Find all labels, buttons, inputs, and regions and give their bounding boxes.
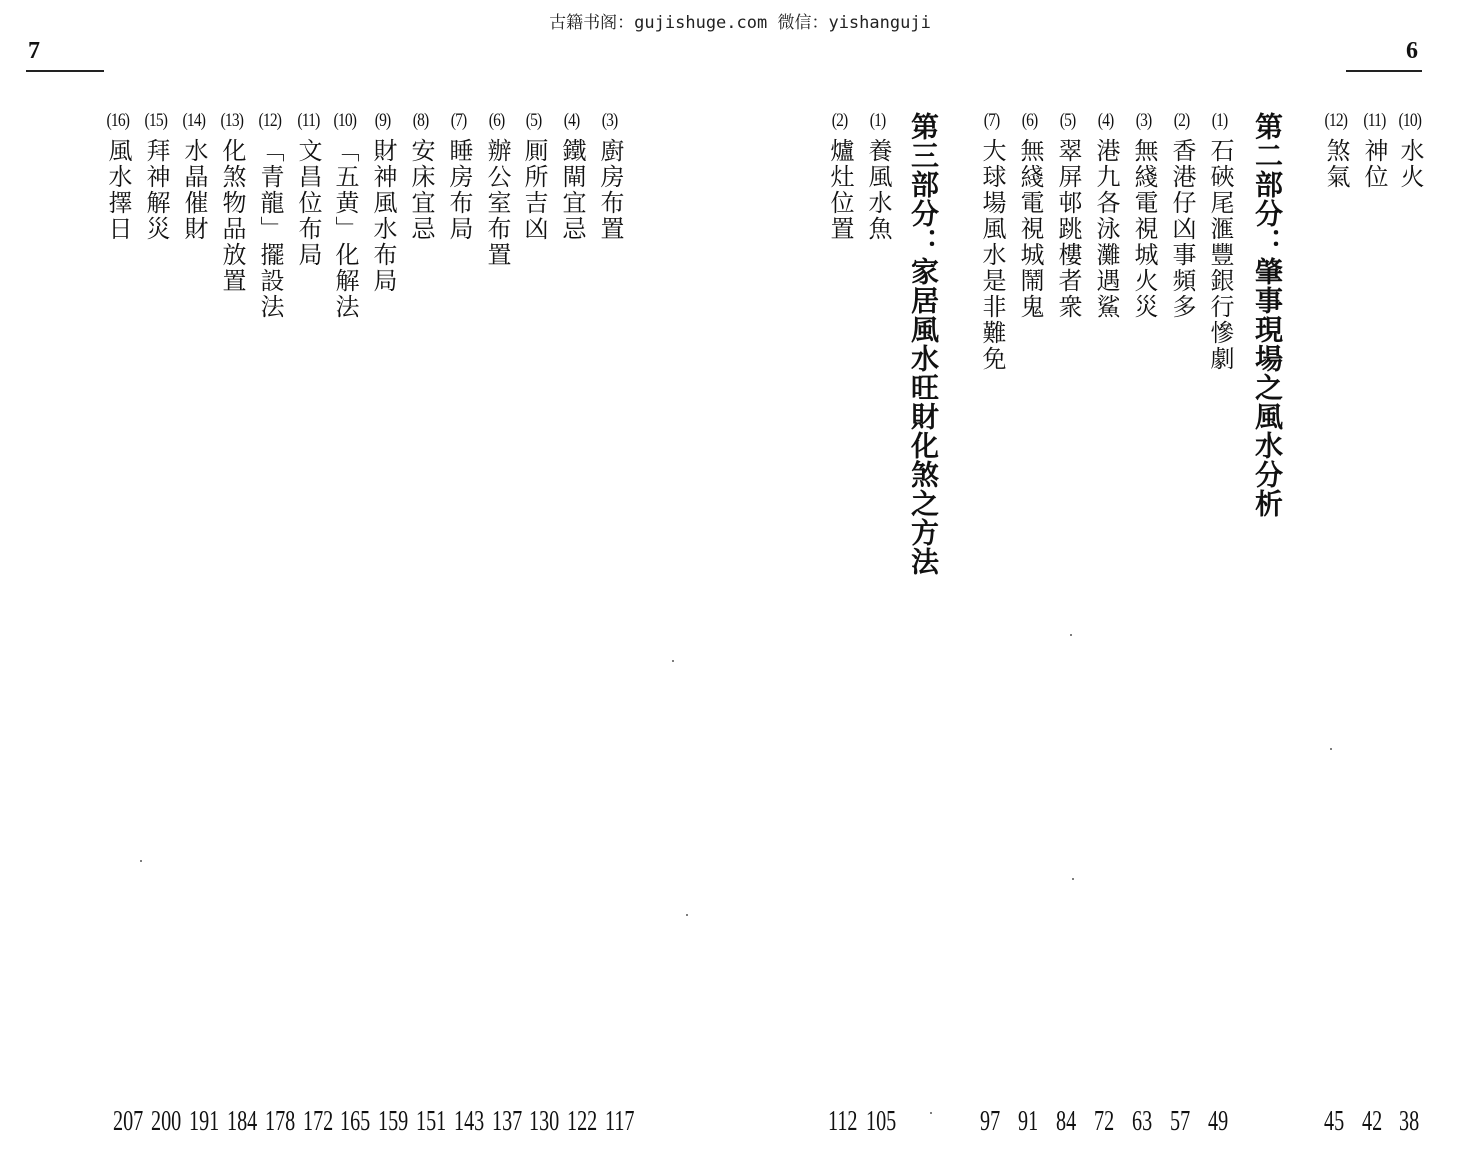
- page-ref: 172: [303, 1106, 334, 1137]
- page-ref: 49: [1208, 1106, 1229, 1137]
- entry-number: (4): [564, 110, 580, 131]
- entry-title: 香港仔凶事頻多: [1168, 138, 1196, 320]
- toc-entry: [858, 110, 898, 242]
- toc-entry: [1124, 110, 1164, 320]
- page-ref: 178: [265, 1106, 296, 1137]
- toc-entry: [590, 110, 630, 242]
- entry-title: 翠屏邨跳樓者衆: [1054, 138, 1082, 320]
- scan-speck: [1330, 748, 1332, 750]
- entry-number: (12): [1324, 110, 1348, 131]
- entry-number: (8): [413, 110, 429, 131]
- entry-number: (2): [832, 110, 848, 131]
- toc-entry: [1354, 110, 1394, 190]
- toc-entry: [1200, 110, 1240, 372]
- left-page-number: 7: [28, 38, 40, 64]
- toc-entry: [1316, 110, 1356, 190]
- entry-title: 鐵閘宜忌: [558, 138, 586, 242]
- entry-number: (15): [144, 110, 168, 131]
- entry-number: (7): [984, 110, 1000, 131]
- entry-title: 辦公室布置: [483, 138, 511, 268]
- entry-number: (9): [375, 110, 391, 131]
- entry-number: (12): [258, 110, 282, 131]
- entry-title: 「五黄」化解法: [331, 138, 359, 320]
- page-ref: 130: [529, 1106, 560, 1137]
- entry-number: (3): [602, 110, 618, 131]
- entry-title: 廚房布置: [596, 138, 624, 242]
- entry-number: (5): [526, 110, 542, 131]
- page-ref: 57: [1170, 1106, 1191, 1137]
- entry-title: 煞氣: [1322, 138, 1350, 190]
- part2-heading: 第二部分：肇事現場之風水分析: [1251, 112, 1284, 518]
- toc-entry: [1390, 110, 1430, 190]
- toc-entry: [174, 110, 214, 242]
- entry-number: (2): [1174, 110, 1190, 131]
- toc-entry: [514, 110, 554, 242]
- right-header-rule: [1346, 70, 1422, 72]
- entry-title: 水火: [1396, 138, 1424, 190]
- toc-entry: [1010, 110, 1050, 320]
- left-header-rule: [26, 70, 104, 72]
- entry-number: (1): [870, 110, 886, 131]
- toc-entry: [1048, 110, 1088, 320]
- entry-number: (11): [296, 110, 320, 131]
- scan-speck: [930, 1112, 932, 1114]
- entry-number: (13): [220, 110, 244, 131]
- toc-entry: [250, 110, 290, 320]
- entry-title: 石硤尾滙豐銀行慘劇: [1206, 138, 1234, 372]
- toc-entry: [1086, 110, 1126, 320]
- toc-entry: [212, 110, 252, 294]
- page-ref: 143: [454, 1106, 485, 1137]
- entry-title: 爐灶位置: [826, 138, 854, 242]
- page-ref: 112: [828, 1106, 858, 1137]
- toc-entry: [325, 110, 365, 320]
- page-ref: 122: [567, 1106, 598, 1137]
- page-ref: 184: [227, 1106, 258, 1137]
- toc-entry: [98, 110, 138, 242]
- toc-entry: [401, 110, 441, 242]
- page-ref: 105: [866, 1106, 897, 1137]
- entry-title: 安床宜忌: [407, 138, 435, 242]
- page-ref: 165: [340, 1106, 371, 1137]
- entry-number: (1): [1212, 110, 1228, 131]
- page-ref: 72: [1094, 1106, 1115, 1137]
- scan-speck: [1070, 634, 1072, 636]
- page-ref: 42: [1362, 1106, 1383, 1137]
- entry-title: 化煞物品放置: [218, 138, 246, 294]
- scan-speck: [1072, 878, 1074, 880]
- toc-entry: [477, 110, 517, 268]
- entry-number: (6): [1022, 110, 1038, 131]
- page-ref: 91: [1018, 1106, 1039, 1137]
- part3-heading: 第三部分：家居風水旺財化煞之方法: [907, 112, 940, 576]
- page-ref: 45: [1324, 1106, 1345, 1137]
- entry-title: 養風水魚: [864, 138, 892, 242]
- entry-number: (14): [182, 110, 206, 131]
- entry-number: (7): [451, 110, 467, 131]
- entry-title: 港九各泳灘遇鯊: [1092, 138, 1120, 320]
- toc-entry: [552, 110, 592, 242]
- entry-title: 睡房布局: [445, 138, 473, 242]
- toc-entry: [136, 110, 176, 242]
- page-ref: 200: [151, 1106, 182, 1137]
- entry-title: 拜神解災: [142, 138, 170, 242]
- page-ref: 117: [605, 1106, 635, 1137]
- page-ref: 191: [189, 1106, 220, 1137]
- entry-number: (11): [1362, 110, 1386, 131]
- entry-title: 神位: [1360, 138, 1388, 190]
- entry-number: (4): [1098, 110, 1114, 131]
- toc-entry: [972, 110, 1012, 372]
- entry-number: (16): [106, 110, 130, 131]
- entry-number: (5): [1060, 110, 1076, 131]
- entry-title: 大球場風水是非難免: [978, 138, 1006, 372]
- scan-speck: [672, 660, 674, 662]
- entry-title: 「青龍」擺設法: [256, 138, 284, 320]
- toc-entry: [363, 110, 403, 294]
- entry-number: (3): [1136, 110, 1152, 131]
- page-ref: 159: [378, 1106, 409, 1137]
- page-ref: 97: [980, 1106, 1001, 1137]
- toc-entry: [1162, 110, 1202, 320]
- toc-entry: [439, 110, 479, 242]
- page-ref: 38: [1399, 1106, 1420, 1137]
- toc-entry: [288, 110, 328, 268]
- page-ref: 151: [416, 1106, 447, 1137]
- entry-title: 財神風水布局: [369, 138, 397, 294]
- watermark: 古籍书阁：gujishuge.com 微信：yishanguji: [549, 13, 931, 33]
- entry-title: 風水擇日: [104, 138, 132, 242]
- entry-number: (10): [1398, 110, 1422, 131]
- entry-title: 厠所吉凶: [520, 138, 548, 242]
- toc-entry: [820, 110, 860, 242]
- entry-title: 文昌位布局: [294, 138, 322, 268]
- entry-number: (10): [333, 110, 357, 131]
- page-ref: 207: [113, 1106, 144, 1137]
- entry-title: 無綫電視城鬧鬼: [1016, 138, 1044, 320]
- entry-title: 水晶催財: [180, 138, 208, 242]
- right-page-number: 6: [1406, 38, 1418, 64]
- entry-title: 無綫電視城火災: [1130, 138, 1158, 320]
- scan-speck: [140, 860, 142, 862]
- page-ref: 137: [492, 1106, 523, 1137]
- scan-speck: [686, 914, 688, 916]
- entry-number: (6): [489, 110, 505, 131]
- page-ref: 84: [1056, 1106, 1077, 1137]
- page-ref: 63: [1132, 1106, 1153, 1137]
